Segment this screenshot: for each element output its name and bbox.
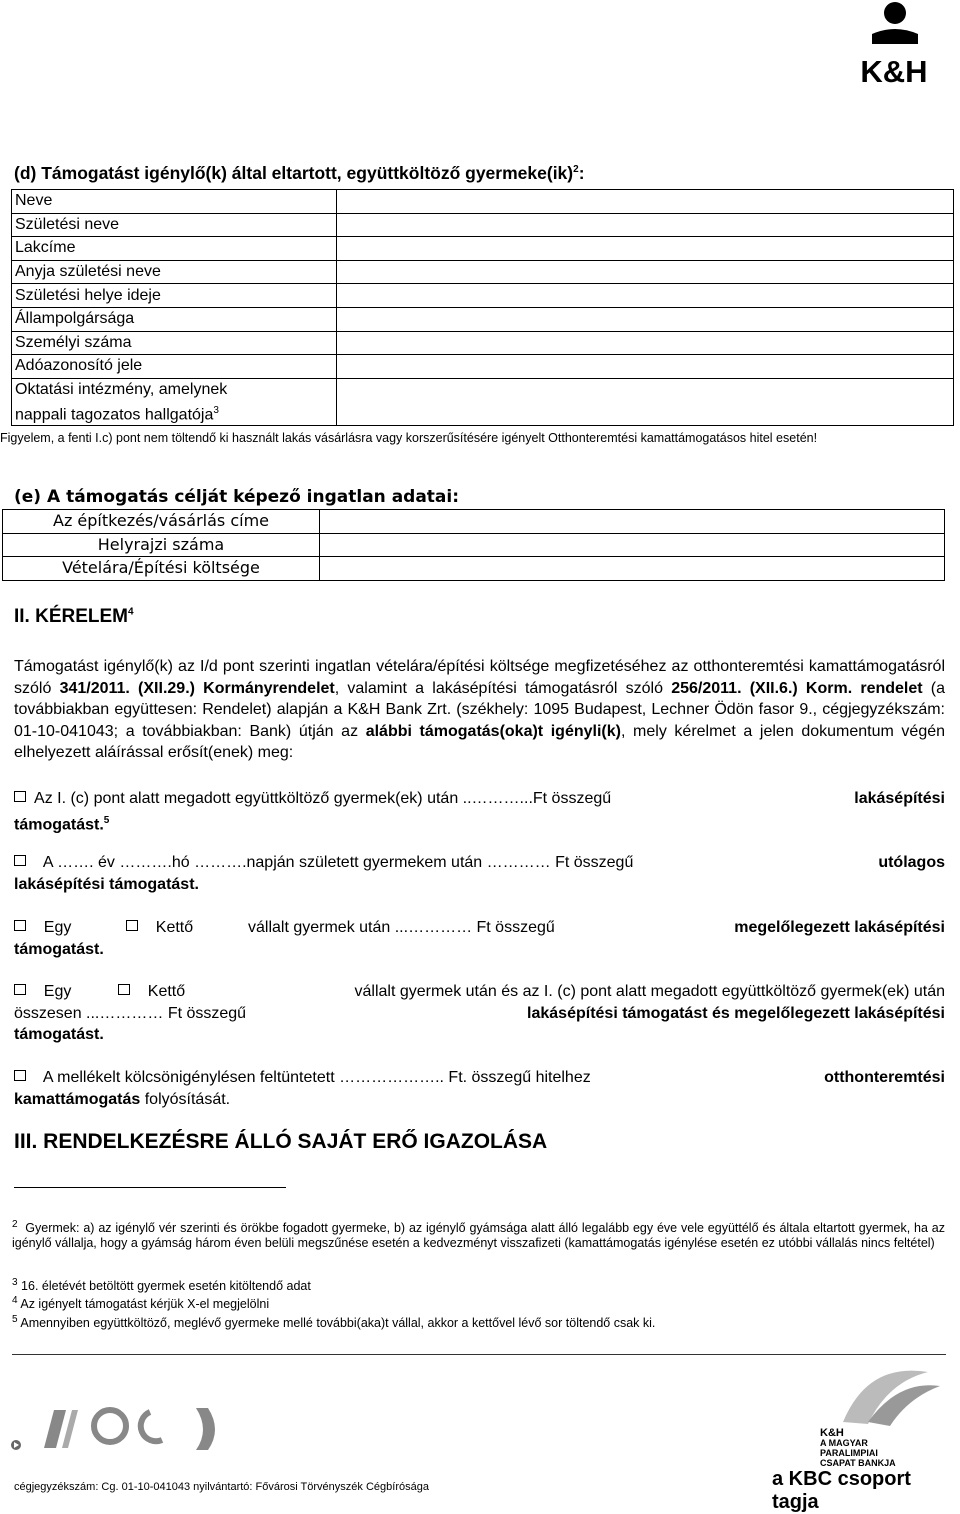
checkbox[interactable]: [14, 1070, 26, 1081]
registry-info: cégjegyzékszám: Cg. 01-10-041043 nyilvántartó: Fővárosi Törvényszék Cégbírósága: [14, 1481, 429, 1493]
option-housing-support: Az I. (c) pont alatt megadott együttköltöző gyermek(ek) után ..………...Ft összegű lakásépítési támogatást.$^5$: [14, 790, 945, 833]
input-cell[interactable]: [337, 190, 954, 214]
table-row: Személyi száma: [12, 331, 954, 355]
input-cell[interactable]: [320, 557, 945, 581]
paralympic-badge-text: K&H A MAGYAR PARALIMPIAI CSAPAT BANKJA: [820, 1427, 896, 1468]
section-iii-heading: III. RENDELKEZÉSRE ÁLLÓ SAJÁT ERŐ IGAZOLÁSA: [14, 1130, 548, 1153]
table-row: Adóazonosító jele: [12, 355, 954, 379]
input-cell[interactable]: [320, 533, 945, 557]
table-row: Vételára/Építési költsége: [3, 557, 945, 581]
decorative-graphics: [10, 1400, 370, 1460]
section-d-heading: (d) Támogatást igénylő(k) által eltartott, együttköltöző gyermeke(ik)$^2$:: [14, 163, 585, 183]
input-cell[interactable]: [320, 510, 945, 534]
option-combined-support: Egy Kettő vállalt gyermek után és az I. (c) pont alatt megadott együttköltöző gyermek(ek) után összesen ...………… Ft összegű lakásépítési támogatást és megelőlegezett lakásépítési támogatást.: [14, 983, 945, 1043]
table-row: Neve: [12, 190, 954, 214]
section-e-heading: (e) A támogatás célját képező ingatlan adatai:: [14, 487, 460, 507]
request-paragraph: Támogatást igénylő(k) az I/d pont szerinti ingatlan vételára/építési költsége megfizetéséhez az otthonteremtési kamattámogatásról szóló 341/2011. (XII.29.) Kormányrendelet, valamint a lakásépítési támogatásról szóló 256/2011. (XII.6.) Korm. rendelet (a továbbiakban együttesen: Rendelet) alapján a K&H Bank Zrt. (székhely: 1095 Budapest, Lechner Ödön fasor 9., cégjegyzékszám: 01-10-041043; a továbbiakban: Bank) útján az alábbi támogatás(oka)t igényli(k), mely kérelmet a jelen dokumentum végén elhelyezett aláírással erősít(enek) meg:: [14, 658, 946, 761]
table-row: Születési helye ideje: [12, 284, 954, 308]
warning-note: Figyelem, a fenti I.c) pont nem töltendő ki használt lakás vásárlásra vagy korszerűsítésére igényelt Otthonteremtési kamattámogatásos hitel esetén!: [0, 431, 818, 445]
input-cell[interactable]: [337, 237, 954, 261]
input-cell[interactable]: [337, 213, 954, 237]
checkbox[interactable]: [14, 855, 26, 866]
option-advance-support: Egy Kettő vállalt gyermek után ...………… Ft összegű megelőlegezett lakásépítési támogatást.: [14, 919, 945, 958]
kbc-group-tagline: a KBC csoport tagja: [772, 1468, 911, 1513]
input-cell[interactable]: [337, 355, 954, 379]
checkbox[interactable]: [14, 920, 26, 931]
table-row: Születési neve: [12, 213, 954, 237]
table-row: Az építkezés/vásárlás címe: [3, 510, 945, 534]
footnote-5: $^5$ Amennyiben együttköltöző, meglévő gyermeke mellé további(aka)t vállal, akkor a kettővel lévő sor töltendő csak ki.: [12, 1314, 656, 1331]
input-cell[interactable]: [337, 307, 954, 331]
table-row: Lakcíme: [12, 237, 954, 261]
footnote-divider: [14, 1187, 286, 1188]
input-cell[interactable]: [337, 284, 954, 308]
table-row: Helyrajzi száma: [3, 533, 945, 557]
child-data-table: [11, 189, 954, 426]
property-table: [2, 509, 945, 581]
footnote-4: $^4$ Az igényelt támogatást kérjük X-el megjelölni: [12, 1295, 270, 1312]
page-divider: [12, 1354, 946, 1355]
input-cell[interactable]: [337, 331, 954, 355]
arrow-icon: [11, 1440, 21, 1450]
input-cell[interactable]: [337, 260, 954, 284]
checkbox[interactable]: [14, 984, 26, 995]
checkbox[interactable]: [14, 791, 26, 802]
footnote-3: $^3$ 16. életévét betöltött gyermek esetén kitöltendő adat: [12, 1277, 311, 1294]
footnote-2: $^2$ Gyermek: a) az igénylő vér szerinti és örökbe fogadott gyermeke, b) az igénylő gyámsága alatt álló legalább egy éve vele együttélő és általa eltartott gyermek, ha az igénylő vállalja, hogy a gyámság három éven belüli megszűnése esetén a kedvezményt visszafizeti (kamattámogatás igénylése esetén ez utóbbi vállalás nincs feltétel): [12, 1219, 945, 1251]
option-retroactive-support: A ……. év ……….hó ……….napján született gyermekem után ………… Ft összegű utólagos lakásépítési támogatást.: [14, 854, 945, 893]
option-interest-subsidy: A mellékelt kölcsönigénylésen feltüntetett ……………….. Ft. összegű hitelhez otthonteremtési kamattámogatás folyósítását.: [14, 1069, 945, 1108]
table-row: Állampolgársága: [12, 307, 954, 331]
kh-logo: [838, 0, 950, 86]
table-row: Anyja születési neve: [12, 260, 954, 284]
table-row: Oktatási intézmény, amelynek nappali tagozatos hallgatója$^3$: [12, 378, 954, 425]
input-cell[interactable]: [337, 378, 954, 425]
checkbox[interactable]: [118, 984, 130, 995]
section-ii-heading: II. KÉRELEM$^4$: [14, 606, 134, 627]
svg-text:K&H: K&H: [860, 54, 928, 86]
checkbox[interactable]: [126, 920, 138, 931]
